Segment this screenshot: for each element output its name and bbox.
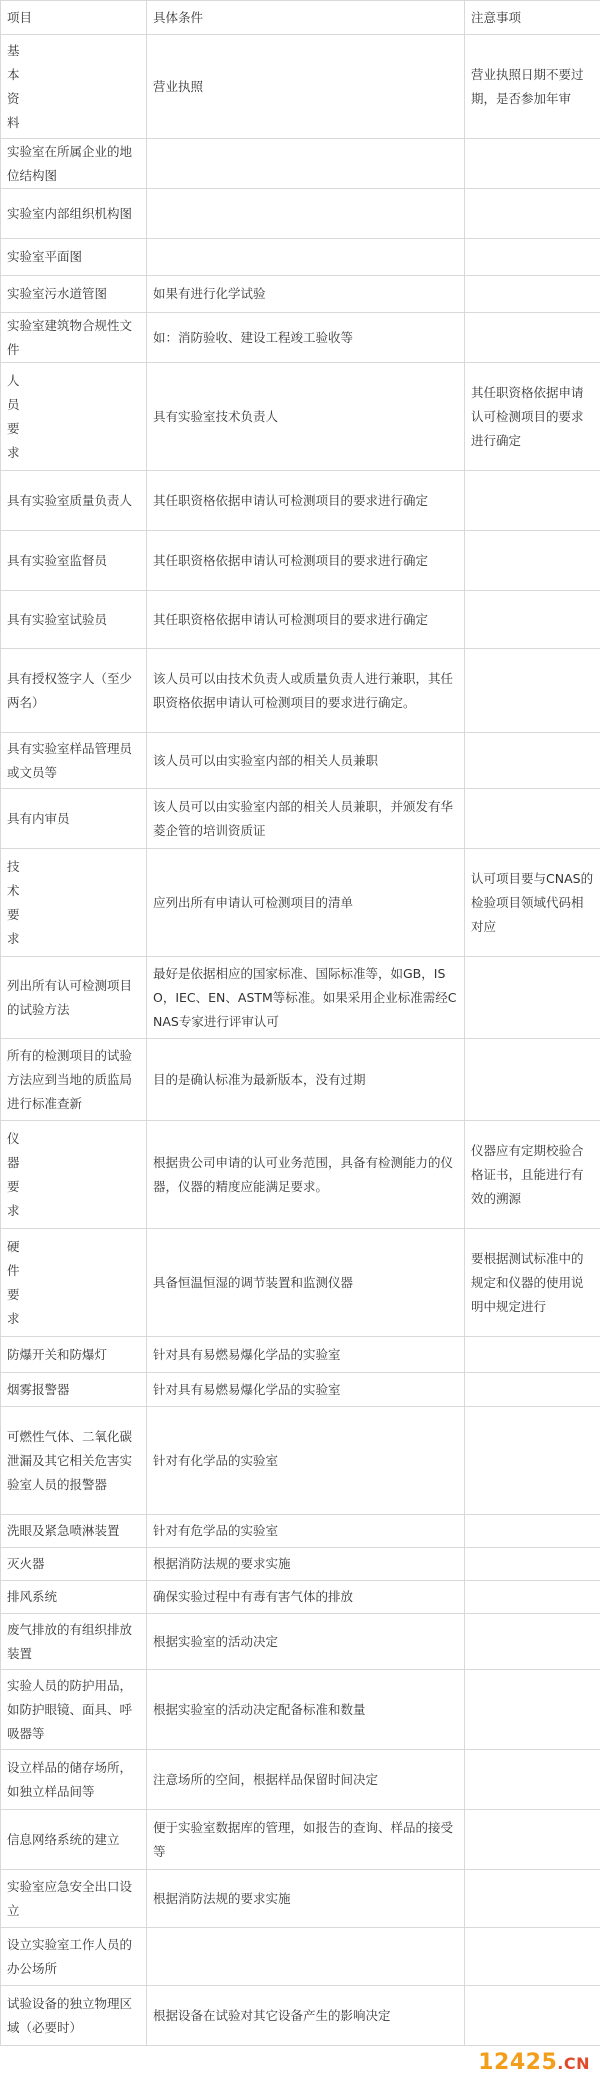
table-row [1,239,600,276]
row-item: 具有内审员 [1,789,147,849]
row-item: 实验室污水道管图 [1,276,147,313]
table-row [1,1614,600,1670]
table-row [1,1039,600,1121]
row-note [465,789,600,849]
row-condition: 最好是依据相应的国家标准、国际标准等，如GB，ISO，IEC、EN、ASTM等标准。如果采用企业标准需经CNAS专家进行评审认可 [147,957,465,1039]
row-condition [147,239,465,276]
row-condition: 如：消防验收、建设工程竣工验收等 [147,313,465,363]
row-item: 实验室内部组织机构图 [1,189,147,239]
row-condition [147,139,465,189]
table-row [1,313,600,363]
row-condition: 其任职资格依据申请认可检测项目的要求进行确定 [147,471,465,531]
site-watermark-logo [478,2050,590,2075]
row-item: 具有实验室质量负责人 [1,471,147,531]
table-row [1,139,600,189]
row-note [465,649,600,733]
row-note [465,1750,600,1810]
table-row [1,35,600,139]
table-row [1,1229,600,1337]
table-body [1,1,600,2046]
row-note [465,1515,600,1548]
row-condition: 确保实验过程中有毒有害气体的排放 [147,1581,465,1614]
row-condition: 针对有化学品的实验室 [147,1407,465,1515]
table-row [1,1337,600,1373]
row-item: 实验室建筑物合规性文件 [1,313,147,363]
row-condition: 应列出所有申请认可检测项目的清单 [147,849,465,957]
row-condition: 根据消防法规的要求实施 [147,1548,465,1581]
header-row [1,1,600,35]
row-condition: 根据实验室的活动决定配备标准和数量 [147,1670,465,1750]
watermark-suffix: .CN [557,2054,590,2073]
row-note [465,733,600,789]
row-note [465,313,600,363]
table-row [1,531,600,591]
header-item: 项目 [1,1,147,35]
row-note [465,1986,600,2046]
row-item-text: 仪器要求 [7,1130,20,1218]
table-row [1,1928,600,1986]
row-note [465,239,600,276]
row-condition: 针对有危学品的实验室 [147,1515,465,1548]
row-item: 实验室应急安全出口设立 [1,1870,147,1928]
row-item: 可燃性气体、二氧化碳泄漏及其它相关危害实验室人员的报警器 [1,1407,147,1515]
row-item: 所有的检测项目的试验方法应到当地的质监局进行标准查新 [1,1039,147,1121]
table-row [1,849,600,957]
table-row [1,1870,600,1928]
row-note [465,1581,600,1614]
row-condition: 如果有进行化学试验 [147,276,465,313]
row-note [465,189,600,239]
row-condition: 具有实验室技术负责人 [147,363,465,471]
table-row [1,649,600,733]
table-row [1,957,600,1039]
row-item: 具有实验室试验员 [1,591,147,649]
row-item [1,849,147,957]
row-item-text: 硬件要求 [7,1238,20,1326]
table-row [1,471,600,531]
row-condition: 根据实验室的活动决定 [147,1614,465,1670]
row-condition: 目的是确认标准为最新版本，没有过期 [147,1039,465,1121]
row-item: 信息网络系统的建立 [1,1810,147,1870]
row-item: 防爆开关和防爆灯 [1,1337,147,1373]
row-note [465,139,600,189]
row-item: 具有实验室样品管理员或文员等 [1,733,147,789]
row-item: 实验人员的防护用品，如防护眼镜、面具、呼吸器等 [1,1670,147,1750]
row-note [465,1337,600,1373]
row-item: 设立样品的储存场所，如独立样品间等 [1,1750,147,1810]
row-condition: 根据设备在试验对其它设备产生的影响决定 [147,1986,465,2046]
row-note [465,1870,600,1928]
row-item: 设立实验室工作人员的办公场所 [1,1928,147,1986]
row-note [465,1810,600,1870]
table-row [1,189,600,239]
row-condition: 该人员可以由实验室内部的相关人员兼职，并颁发有华菱企管的培训资质证 [147,789,465,849]
row-item-text: 人员要求 [7,372,20,460]
row-item [1,1121,147,1229]
row-note [465,471,600,531]
row-condition: 该人员可以由实验室内部的相关人员兼职 [147,733,465,789]
row-note [465,957,600,1039]
row-item: 灭火器 [1,1548,147,1581]
row-note: 其任职资格依据申请认可检测项目的要求进行确定 [465,363,600,471]
table-row [1,1581,600,1614]
row-item [1,363,147,471]
row-item: 试验设备的独立物理区域（必要时） [1,1986,147,2046]
row-condition [147,189,465,239]
row-item: 具有实验室监督员 [1,531,147,591]
row-condition: 其任职资格依据申请认可检测项目的要求进行确定 [147,591,465,649]
row-condition: 根据贵公司申请的认可业务范围，具备有检测能力的仪器，仪器的精度应能满足要求。 [147,1121,465,1229]
table-row [1,1670,600,1750]
row-item: 烟雾报警器 [1,1373,147,1407]
row-item [1,35,147,139]
row-item-text: 技术要求 [7,858,20,946]
row-condition: 其任职资格依据申请认可检测项目的要求进行确定 [147,531,465,591]
row-note: 认可项目要与CNAS的检验项目领域代码相对应 [465,849,600,957]
header-condition: 具体条件 [147,1,465,35]
row-item [1,1229,147,1337]
row-note [465,1614,600,1670]
row-condition: 根据消防法规的要求实施 [147,1870,465,1928]
row-condition: 针对具有易燃易爆化学品的实验室 [147,1373,465,1407]
table-row [1,276,600,313]
table-row [1,789,600,849]
row-item: 具有授权签字人（至少两名） [1,649,147,733]
row-item: 实验室平面图 [1,239,147,276]
row-condition: 针对具有易燃易爆化学品的实验室 [147,1337,465,1373]
row-item-text: 基本资料 [7,42,20,130]
table-row [1,1373,600,1407]
watermark-main: 12425 [478,2050,558,2075]
table-row [1,1810,600,1870]
table-row [1,1121,600,1229]
row-condition: 该人员可以由技术负责人或质量负责人进行兼职，其任职资格依据申请认可检测项目的要求进行确定。 [147,649,465,733]
row-note: 仪器应有定期校验合格证书，且能进行有效的溯源 [465,1121,600,1229]
table-row [1,1515,600,1548]
row-item: 列出所有认可检测项目的试验方法 [1,957,147,1039]
row-note [465,1928,600,1986]
row-condition: 便于实验室数据库的管理，如报告的查询、样品的接受等 [147,1810,465,1870]
table-row [1,733,600,789]
row-item: 洗眼及紧急喷淋装置 [1,1515,147,1548]
row-item: 排风系统 [1,1581,147,1614]
row-note [465,1039,600,1121]
row-note: 营业执照日期不要过期，是否参加年审 [465,35,600,139]
row-note [465,591,600,649]
row-note [465,1373,600,1407]
row-item: 实验室在所属企业的地位结构图 [1,139,147,189]
row-note [465,1407,600,1515]
row-note [465,1670,600,1750]
row-condition [147,1928,465,1986]
table-row [1,1407,600,1515]
row-note [465,276,600,313]
table-row [1,363,600,471]
table-row [1,591,600,649]
row-condition: 营业执照 [147,35,465,139]
table-row [1,1986,600,2046]
row-note [465,531,600,591]
row-note [465,1548,600,1581]
row-condition: 具备恒温恒湿的调节装置和监测仪器 [147,1229,465,1337]
header-note: 注意事项 [465,1,600,35]
row-condition: 注意场所的空间，根据样品保留时间决定 [147,1750,465,1810]
row-item: 废气排放的有组织排放装置 [1,1614,147,1670]
row-note: 要根据测试标准中的规定和仪器的使用说明中规定进行 [465,1229,600,1337]
table-row [1,1548,600,1581]
table-row [1,1750,600,1810]
